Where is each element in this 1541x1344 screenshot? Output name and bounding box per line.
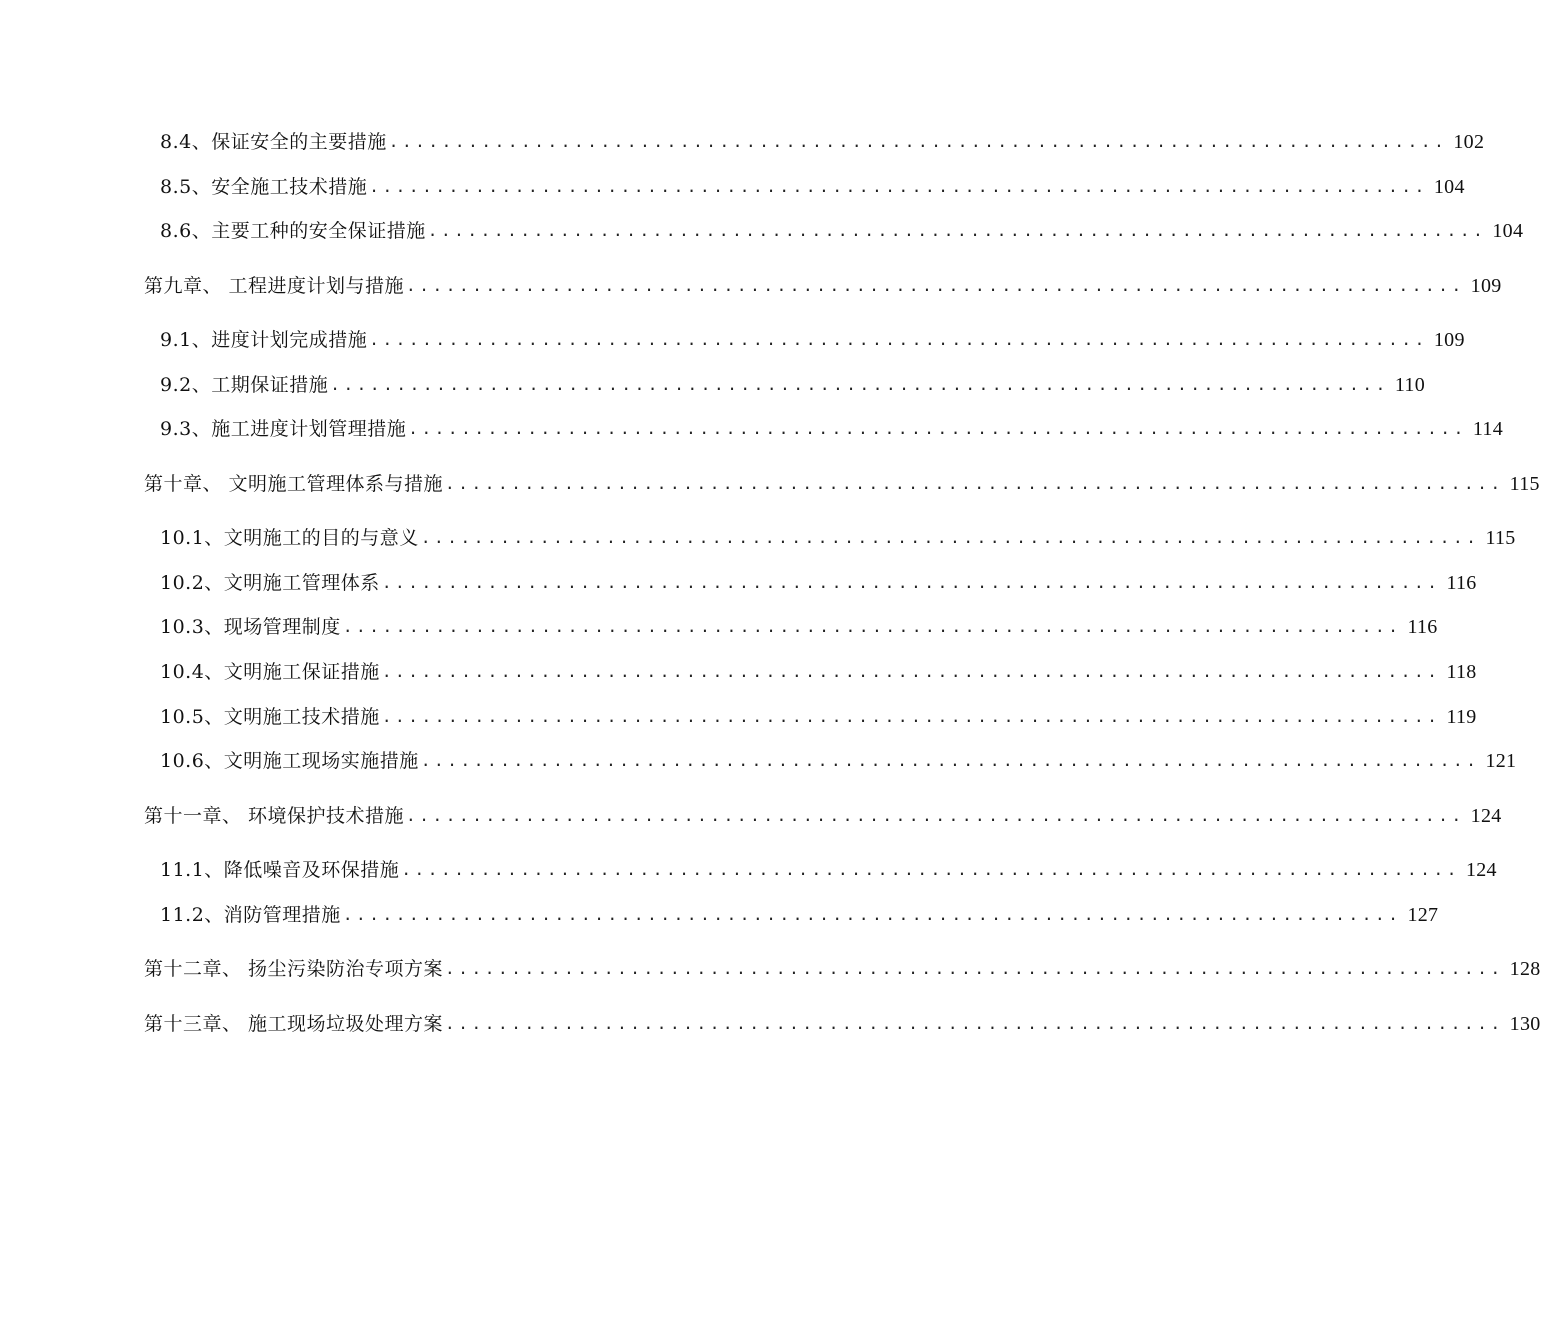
- dot-leader: ................................................................................: [369, 177, 1428, 196]
- toc-page-number: 104: [1433, 176, 1465, 198]
- dot-leader: ................................................................................: [401, 860, 1460, 879]
- toc-chapter-entry[interactable]: [144, 1006, 1541, 1036]
- toc-chapter-entry[interactable]: [144, 268, 1502, 298]
- toc-page-number: 115: [1485, 527, 1516, 549]
- toc-entry[interactable]: [160, 213, 1524, 243]
- dot-leader: ................................................................................: [381, 573, 1441, 592]
- toc-page-number: 118: [1446, 661, 1477, 683]
- toc-entry[interactable]: [160, 169, 1465, 199]
- toc-page-number: 109: [1470, 275, 1502, 297]
- toc-chapter-entry[interactable]: [144, 798, 1502, 828]
- toc-entry-title: 11.1、降低噪音及环保措施: [160, 859, 400, 881]
- toc-page-number: 124: [1465, 859, 1497, 881]
- dot-leader: ................................................................................: [406, 276, 1465, 295]
- toc-entry[interactable]: [160, 322, 1465, 352]
- toc-page-number: 121: [1485, 750, 1517, 772]
- toc-chapter-entry[interactable]: [144, 951, 1541, 981]
- toc-entry-title: 8.4、保证安全的主要措施: [160, 131, 387, 153]
- dot-leader: ................................................................................: [445, 474, 1504, 493]
- toc-page-number: 130: [1509, 1013, 1541, 1035]
- toc-chapter-title: 第九章、 工程进度计划与措施: [144, 275, 405, 297]
- toc-entry-title: 8.6、主要工种的安全保证措施: [160, 220, 426, 242]
- toc-entry-title: 10.1、文明施工的目的与意义: [160, 527, 419, 549]
- toc-entry[interactable]: [160, 609, 1438, 639]
- toc-entry[interactable]: [160, 852, 1497, 882]
- dot-leader: ................................................................................: [342, 905, 1402, 924]
- toc-entry[interactable]: [160, 411, 1504, 441]
- toc-entry[interactable]: [160, 699, 1477, 729]
- dot-leader: ................................................................................: [369, 330, 1428, 349]
- toc-entry-title: 10.4、文明施工保证措施: [160, 661, 380, 683]
- dot-leader: ................................................................................: [408, 419, 1467, 438]
- toc-chapter-title: 第十章、 文明施工管理体系与措施: [144, 473, 444, 495]
- toc-page-number: 114: [1472, 418, 1504, 440]
- toc-entry-title: 10.5、文明施工技术措施: [160, 706, 380, 728]
- toc-page-number: 128: [1509, 958, 1541, 980]
- dot-leader: ................................................................................: [381, 662, 1441, 681]
- toc-entry-title: 9.3、施工进度计划管理措施: [160, 418, 407, 440]
- toc-chapter-title: 第十三章、 施工现场垃圾处理方案: [144, 1013, 444, 1035]
- dot-leader: ................................................................................: [330, 375, 1389, 394]
- toc-entry[interactable]: [160, 124, 1485, 154]
- dot-leader: ................................................................................: [406, 806, 1465, 825]
- toc-page-number: 115: [1509, 473, 1540, 495]
- toc-entry[interactable]: [160, 565, 1477, 595]
- dot-leader: ................................................................................: [381, 707, 1441, 726]
- toc-entry[interactable]: [160, 743, 1517, 773]
- toc-entry-title: 11.2、消防管理措施: [160, 904, 341, 926]
- toc-entry-title: 10.2、文明施工管理体系: [160, 572, 380, 594]
- toc-entry-title: 8.5、安全施工技术措施: [160, 176, 368, 198]
- toc-page-number: 119: [1446, 706, 1477, 728]
- toc-chapter-title: 第十二章、 扬尘污染防治专项方案: [144, 958, 444, 980]
- toc-entry-title: 9.2、工期保证措施: [160, 374, 329, 396]
- dot-leader: ................................................................................: [445, 959, 1504, 978]
- toc-entry-title: 9.1、进度计划完成措施: [160, 329, 368, 351]
- toc-chapter-title: 第十一章、 环境保护技术措施: [144, 805, 405, 827]
- dot-leader: ................................................................................: [420, 751, 1480, 770]
- toc-entry-title: 10.3、现场管理制度: [160, 616, 341, 638]
- toc-page-number: 127: [1407, 904, 1439, 926]
- toc-chapter-entry[interactable]: [144, 466, 1540, 496]
- toc-entry[interactable]: [160, 654, 1477, 684]
- toc-page-number: 109: [1433, 329, 1465, 351]
- toc-page-number: 116: [1407, 616, 1438, 638]
- dot-leader: ................................................................................: [388, 132, 1448, 151]
- toc-page-number: 110: [1394, 374, 1426, 396]
- toc-entry[interactable]: [160, 520, 1516, 550]
- dot-leader: ................................................................................: [427, 221, 1487, 240]
- toc-page-number: 116: [1446, 572, 1477, 594]
- toc-entry-title: 10.6、文明施工现场实施措施: [160, 750, 419, 772]
- dot-leader: ................................................................................: [420, 528, 1480, 547]
- toc-page-number: 102: [1453, 131, 1485, 153]
- toc-page-number: 124: [1470, 805, 1502, 827]
- toc-page-number: 104: [1492, 220, 1524, 242]
- toc-entry[interactable]: [160, 367, 1426, 397]
- dot-leader: ................................................................................: [342, 617, 1402, 636]
- dot-leader: ................................................................................: [445, 1014, 1504, 1033]
- toc-entry[interactable]: [160, 897, 1439, 927]
